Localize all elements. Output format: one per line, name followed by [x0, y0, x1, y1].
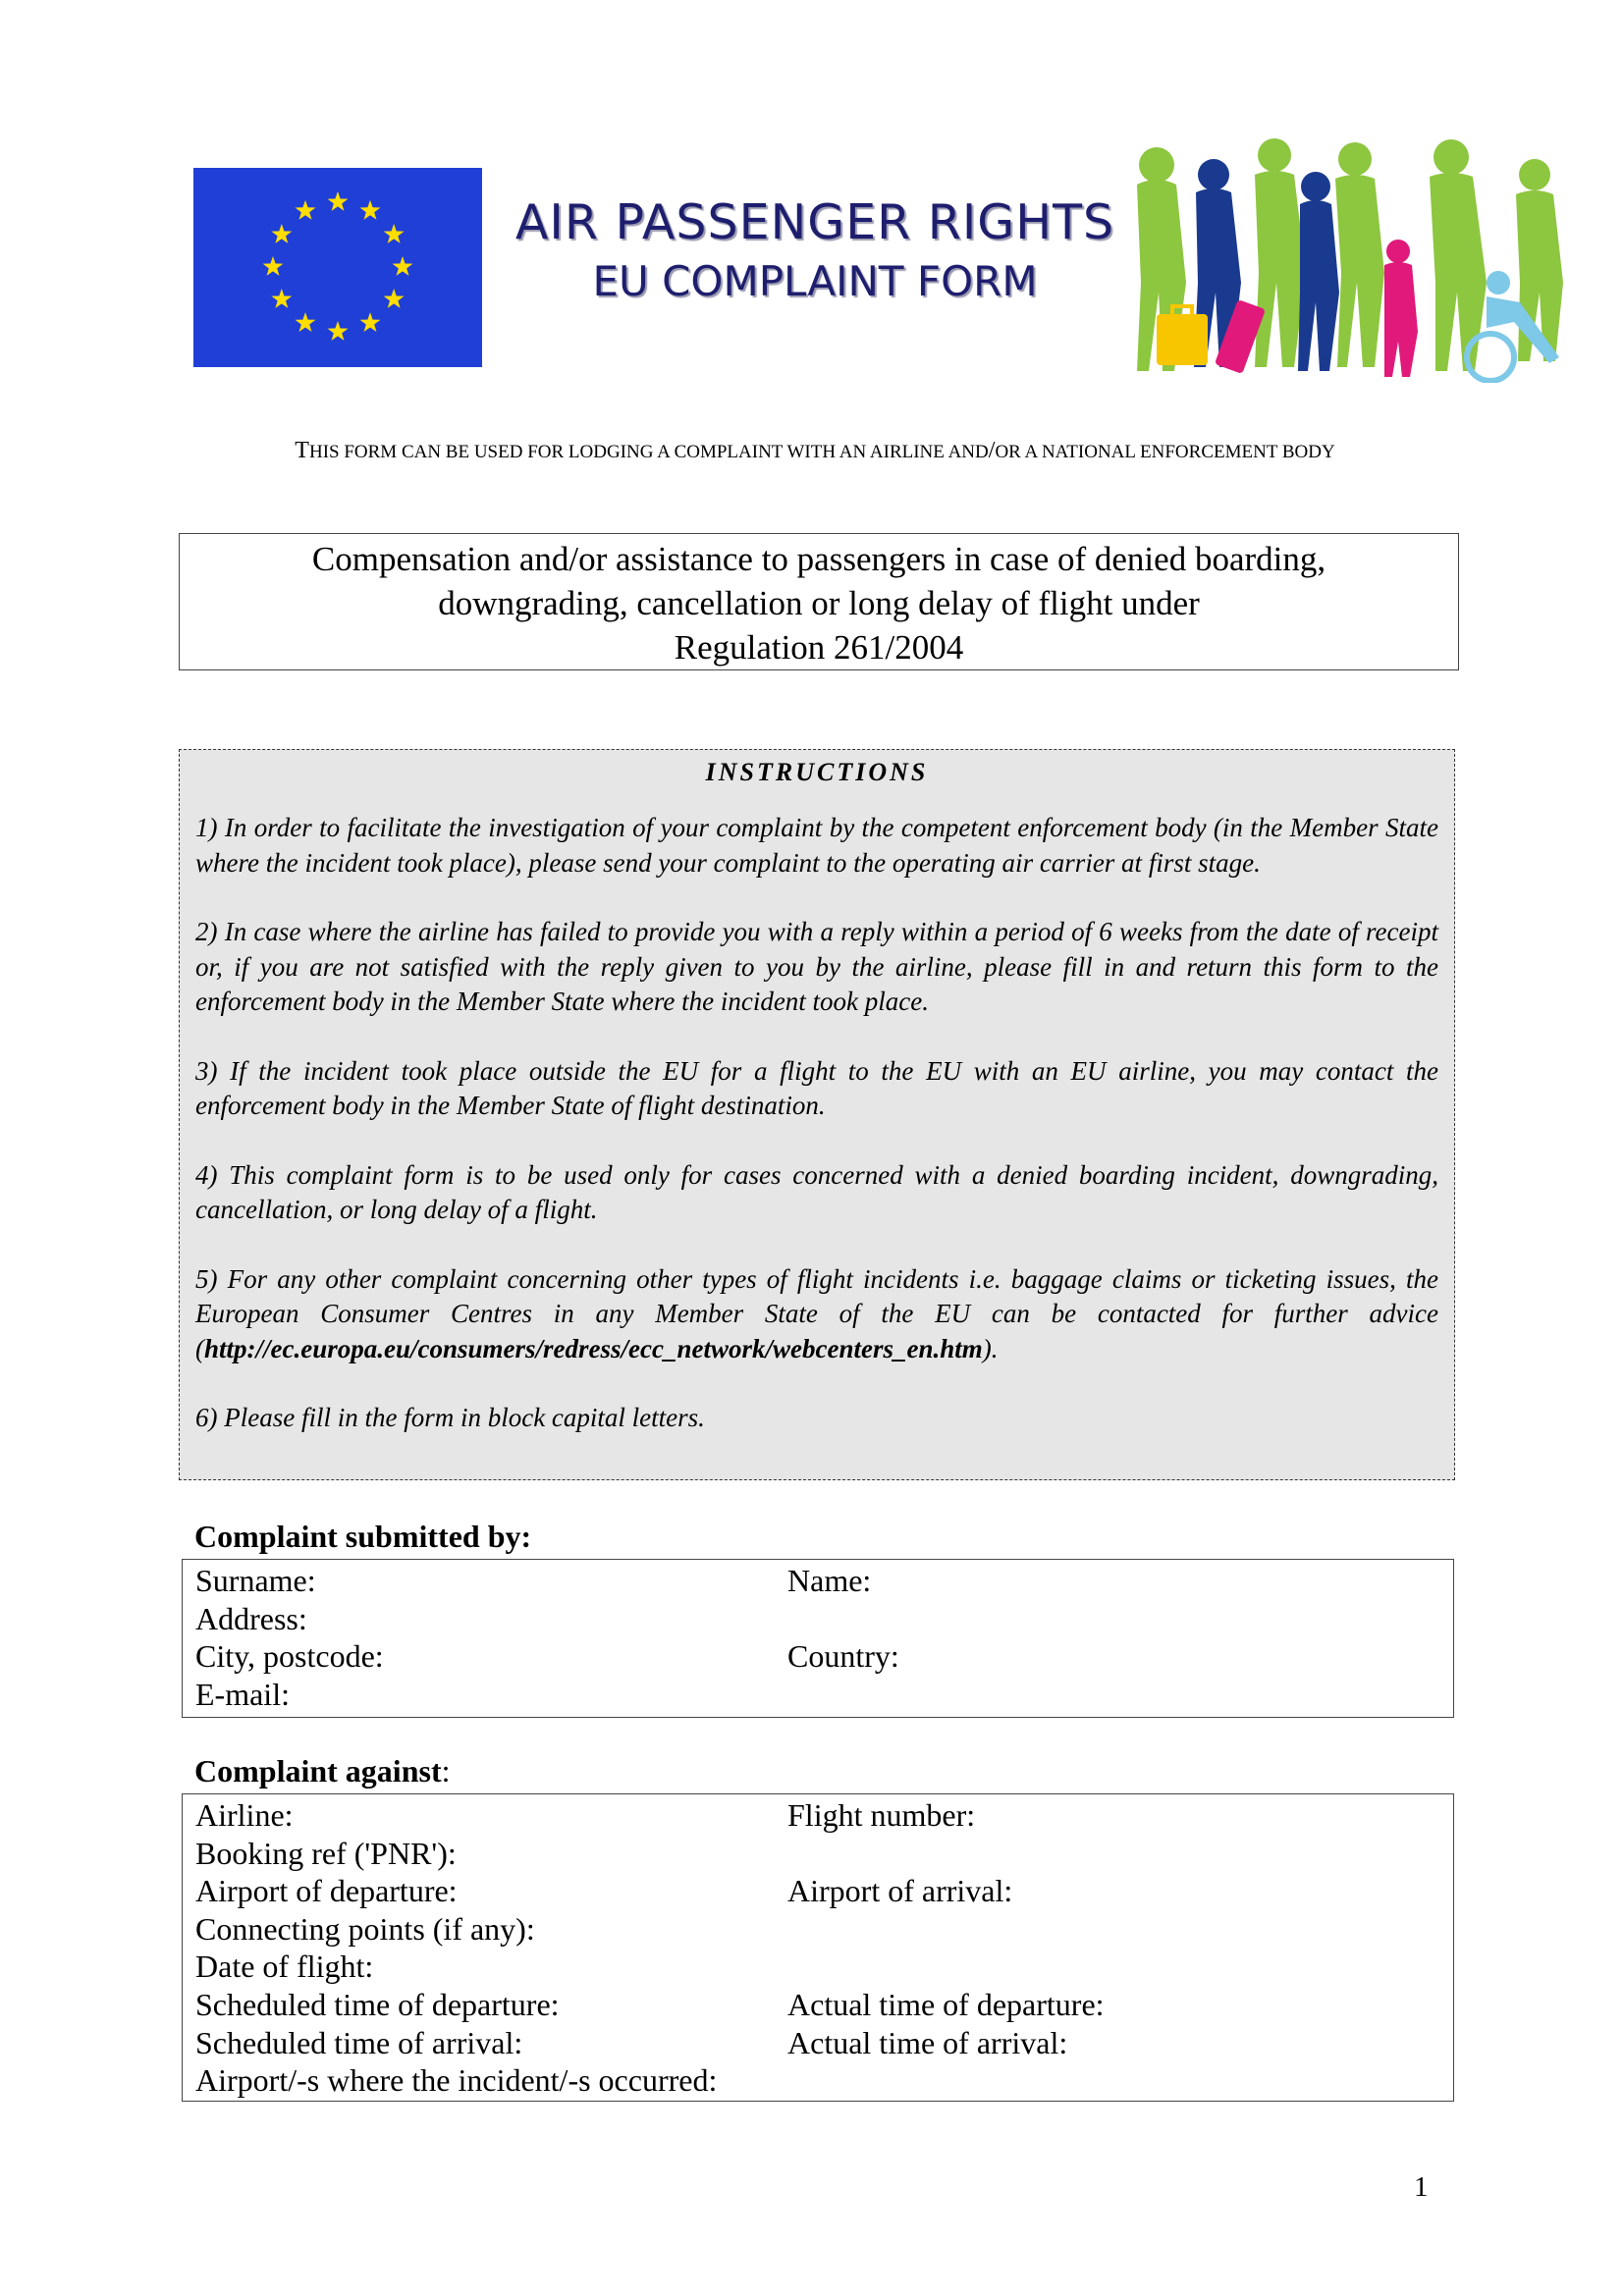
form-row: [183, 1600, 1453, 1638]
form-row: [183, 1910, 1453, 1949]
country-field[interactable]: Country:: [787, 1638, 899, 1675]
intro-slash: /: [988, 438, 996, 463]
scheduled-departure-field[interactable]: Scheduled time of departure:: [195, 1986, 560, 2022]
complaint-against-colon: :: [441, 1753, 451, 1789]
eu-flag-logo: [193, 168, 482, 367]
email-field[interactable]: E-mail:: [195, 1676, 290, 1712]
submitted-by-box: [182, 1559, 1454, 1718]
form-row: [183, 1835, 1453, 1873]
form-row: [183, 1872, 1453, 1910]
page-title: AIR PASSENGER RIGHTS: [514, 194, 1115, 250]
arrival-airport-field[interactable]: Airport of arrival:: [787, 1873, 1013, 1909]
complaint-against-title: [194, 1753, 450, 1789]
instruction-item-2: 2) In case where the airline has failed to provide you with a reply within a period of 6 weeks from the date of receipt or, if you are not satisfied with the reply given to you by the airline, please fill in and return this form to the enforcement body in the Member State where the incident took place.: [195, 917, 1438, 1016]
ecc-network-link[interactable]: http://ec.europa.eu/consumers/redress/ecc_network/webcenters_en.htm: [204, 1333, 983, 1363]
form-row: [183, 1948, 1453, 1986]
incident-airport-field[interactable]: Airport/-s where the incident/-s occurred:: [195, 2062, 718, 2099]
actual-arrival-field[interactable]: Actual time of arrival:: [787, 2024, 1068, 2060]
flight-date-field[interactable]: Date of flight:: [195, 1949, 374, 1985]
name-field[interactable]: Name:: [787, 1563, 872, 1598]
complaint-against-box: [182, 1793, 1454, 2102]
regulation-subject-box: [179, 533, 1459, 670]
instruction-item-5: [195, 1262, 1438, 1367]
instruction-item-3: 3) If the incident took place outside the EU for a flight to the EU with an EU airline, you may contact the enforcement body in the Member State of flight destination.: [195, 1055, 1438, 1120]
subject-line-2: downgrading, cancellation or long delay of flight under: [438, 584, 1200, 622]
subject-line-1: Compensation and/or assistance to passengers in case of denied boarding,: [311, 540, 1326, 578]
instruction-item-5-text: 5) For any other complaint concerning other types of flight incidents i.e. baggage claims or ticketing issues, the European Consumer Centres in any Member State of the EU can be contacted for further advice (: [195, 1263, 1438, 1363]
intro-notice: [118, 438, 1512, 464]
form-row: [183, 1986, 1453, 2024]
instruction-item-6: 6) Please fill in the form in block capital letters.: [195, 1403, 705, 1432]
actual-departure-field[interactable]: Actual time of departure:: [787, 1986, 1105, 2022]
airline-field[interactable]: Airline:: [195, 1797, 294, 1833]
complaint-against-label: Complaint against: [194, 1753, 442, 1789]
form-row: [183, 1562, 1453, 1600]
passengers-illustration: [1098, 135, 1575, 383]
page-number: 1: [1414, 2171, 1429, 2203]
connecting-points-field[interactable]: Connecting points (if any):: [195, 1910, 535, 1947]
address-field[interactable]: Address:: [195, 1600, 307, 1636]
submitted-by-title: Complaint submitted by:: [194, 1519, 532, 1554]
form-row: [183, 2061, 1453, 2100]
form-row: [183, 1676, 1453, 1714]
instruction-item-1: 1) In order to facilitate the investigation of your complaint by the competent enforcement body (in the Member State where the incident took place), please send your complaint to the operating air carrier at first stage.: [195, 813, 1438, 878]
flight-number-field[interactable]: Flight number:: [787, 1797, 976, 1833]
subject-line-3: Regulation 261/2004: [674, 628, 964, 667]
page-subtitle: EU COMPLAINT FORM: [592, 257, 1038, 305]
form-row: [183, 1796, 1453, 1835]
city-postcode-field[interactable]: City, postcode:: [195, 1638, 384, 1675]
intro-first-letter: T: [295, 438, 309, 463]
scheduled-arrival-field[interactable]: Scheduled time of arrival:: [195, 2024, 523, 2060]
form-row: [183, 1637, 1453, 1676]
instruction-item-5-end: ).: [982, 1333, 999, 1363]
intro-text-part1: HIS FORM CAN BE USED FOR LODGING A COMPLAINT WITH AN AIRLINE AND: [308, 442, 989, 462]
instruction-item-4: 4) This complaint form is to be used only for cases concerned with a denied boarding incident, downgrading, cancellation, or long delay of a flight.: [195, 1159, 1438, 1224]
instructions-panel: [179, 749, 1455, 1480]
instructions-heading: INSTRUCTIONS: [705, 758, 929, 786]
intro-text-part2: OR A NATIONAL ENFORCEMENT BODY: [995, 442, 1335, 462]
departure-airport-field[interactable]: Airport of departure:: [195, 1873, 458, 1909]
booking-ref-field[interactable]: Booking ref ('PNR'):: [195, 1835, 457, 1871]
eu-flag-stars: [193, 168, 482, 367]
surname-field[interactable]: Surname:: [195, 1563, 316, 1598]
form-row: [183, 2024, 1453, 2062]
